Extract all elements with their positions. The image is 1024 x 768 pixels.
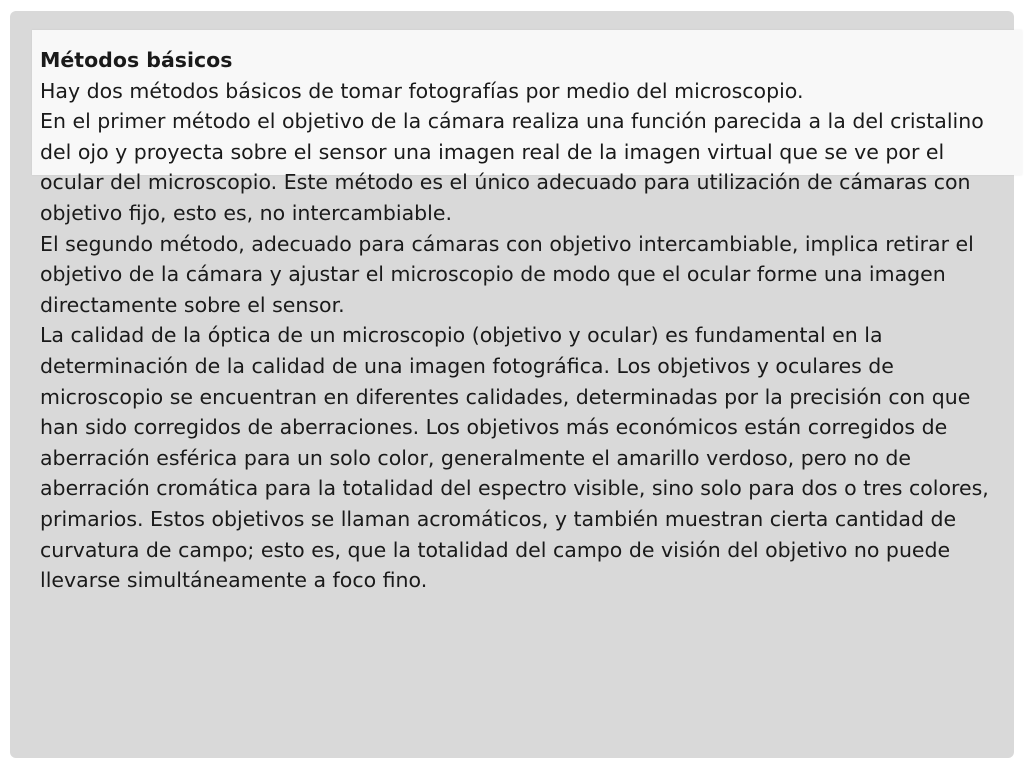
slide-heading: Métodos básicos	[40, 48, 233, 72]
paragraph-optics-quality: La calidad de la óptica de un microscopio (objetivo y ocular) es fundamental en la determinación de la calidad de una imagen fotográfica. Los objetivos y oculares de microscopio se encuentran en diferentes calidades, determinadas por la precisión con que han sido corregidos de aberraciones. Los objetivos más económicos están corregidos de aberración esférica para un solo color, generalmente el amarillo verdoso, pero no de aberración cromática para la totalidad del espectro visible, sino solo para dos o tres colores, primarios. Estos objetivos se llaman acromáticos, y también muestran cierta cantidad de curvatura de campo; esto es, que la totalidad del campo de visión del objetivo no puede llevarse simultáneamente a foco fino.	[40, 323, 989, 593]
slide-text-body	[40, 45, 1000, 596]
paragraph-intro: Hay dos métodos básicos de tomar fotografías por medio del microscopio.	[40, 78, 804, 103]
paragraph-second-method: El segundo método, adecuado para cámaras con objetivo intercambiable, implica retirar el objetivo de la cámara y ajustar el microscopio de modo que el ocular forme una imagen directamente sobre el sensor.	[40, 231, 974, 317]
paragraph-first-method: En el primer método el objetivo de la cámara realiza una función parecida a la del cristalino del ojo y proyecta sobre el sensor una imagen real de la imagen virtual que se ve por el ocular del microscopio. Este método es el único adecuado para utilización de cámaras con objetivo fijo, esto es, no intercambiable.	[40, 109, 984, 225]
